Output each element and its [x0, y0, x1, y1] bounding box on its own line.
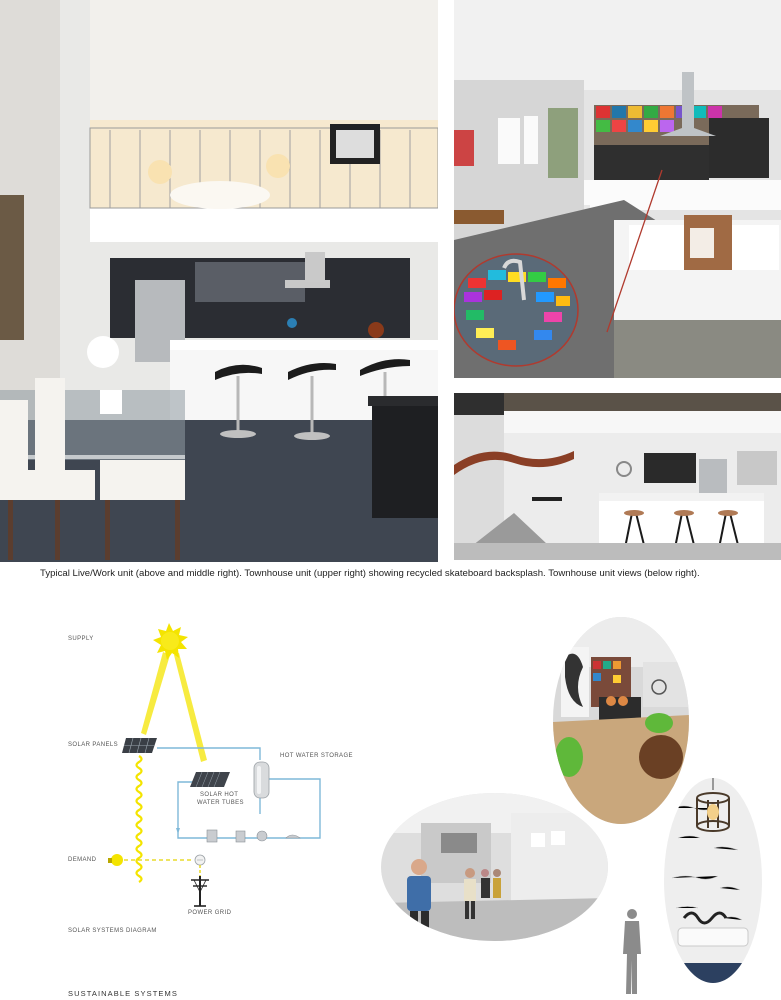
solar-panel-icon — [122, 738, 157, 753]
diagram-title: SOLAR SYSTEMS DIAGRAM — [68, 928, 157, 934]
meter-icon — [195, 855, 205, 865]
label-solar-hot-water-tubes-1: SOLAR HOT — [200, 792, 239, 798]
power-pole-icon — [191, 876, 209, 906]
label-solar-hot-water-tubes-2: WATER TUBES — [197, 800, 244, 806]
oval-photo-living-area — [553, 617, 689, 824]
section-title: SUSTAINABLE SYSTEMS — [68, 989, 178, 998]
photo-townhouse-skateboard-backsplash — [454, 0, 781, 378]
label-power-grid: POWER GRID — [188, 910, 232, 916]
label-solar-panels: SOLAR PANELS — [68, 742, 119, 748]
solar-systems-diagram — [0, 600, 400, 950]
oval-photo-people-townhouse — [381, 793, 608, 941]
label-supply: SUPPLY — [68, 636, 94, 642]
label-hot-water-storage: HOT WATER STORAGE — [280, 753, 353, 759]
household-fixtures-icons — [207, 830, 300, 842]
photo-townhouse-view — [454, 393, 781, 560]
solar-hot-water-tubes-icon — [190, 772, 230, 787]
scale-figure-silhouette — [619, 908, 647, 994]
label-demand: DEMAND — [68, 857, 97, 863]
oval-photo-bathroom — [664, 778, 762, 983]
hot-water-tank-icon — [254, 762, 269, 798]
photo-live-work-interior — [0, 0, 438, 562]
electric-wire-coil — [137, 756, 142, 882]
sun-icon — [153, 623, 188, 660]
lightbulb-icon — [108, 854, 123, 866]
photo-caption: Typical Live/Work unit (above and middle right). Townhouse unit (upper right) showing recycled skateboard backsplash. Townhouse unit views (below right). — [40, 568, 700, 579]
